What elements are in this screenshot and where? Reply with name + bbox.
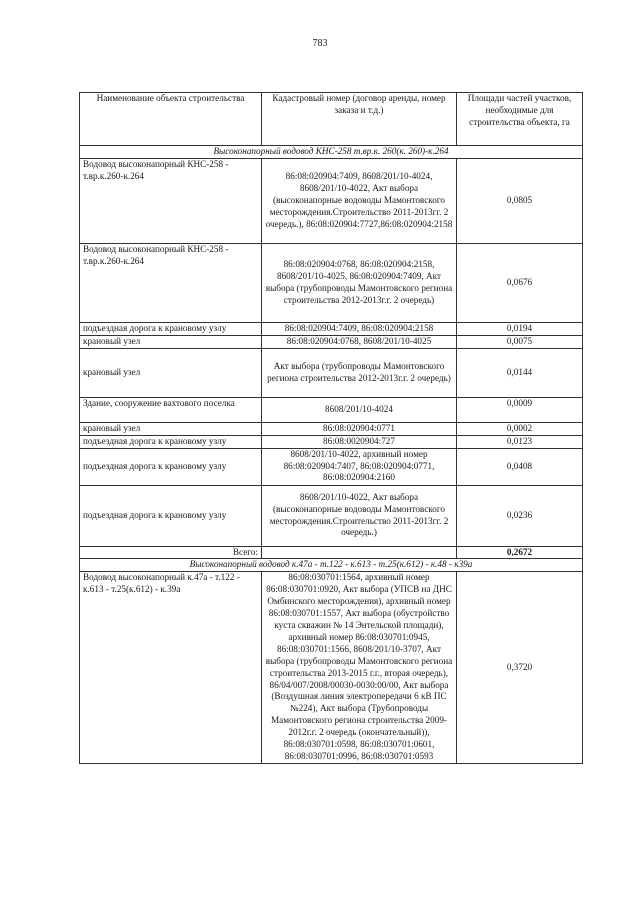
object-name-cell: Водовод высоконапорный к.47а - т.122 - к.613 - т.25(к.612) - к.39а bbox=[80, 572, 262, 764]
table-row bbox=[80, 485, 583, 546]
total-row bbox=[80, 546, 583, 559]
object-name-cell: подъездная дорога к крановому узлу bbox=[80, 448, 262, 485]
area-cell: 0,0676 bbox=[457, 243, 583, 322]
table-row bbox=[80, 335, 583, 348]
cadastral-cell: 86:08:0020904:727 bbox=[262, 435, 457, 448]
object-name-cell: крановый узел bbox=[80, 348, 262, 397]
object-name-cell: Водовод высоконапорный КНС-258 - т.вр.к.260-к.264 bbox=[80, 158, 262, 243]
header-cadastral-number: Кадастровый номер (договор аренды, номер заказа и т.д.) bbox=[262, 93, 457, 146]
table-row bbox=[80, 572, 583, 764]
object-name-cell: крановый узел bbox=[80, 335, 262, 348]
cadastral-cell: 86:08:020904:7409, 86:08:020904:2158 bbox=[262, 322, 457, 335]
object-name-cell: подъездная дорога к крановому узлу bbox=[80, 322, 262, 335]
header-area: Площади частей участков, необходимые для строительства объекта, га bbox=[457, 93, 583, 146]
area-cell: 0,0144 bbox=[457, 348, 583, 397]
table-row bbox=[80, 422, 583, 435]
section-title: Высоконапорный водовод КНС-258 т.вр.к. 260(к. 260)-к.264 bbox=[80, 146, 583, 159]
area-cell: 0,0002 bbox=[457, 422, 583, 435]
area-cell: 0,0408 bbox=[457, 448, 583, 485]
page-number: 783 bbox=[312, 38, 328, 49]
table-row bbox=[80, 243, 583, 322]
section-title-row bbox=[80, 559, 583, 572]
cadastral-cell: 8608/201/10-4022, Акт выбора (высоконапорные водоводы Мамонтовского месторождения.Строительство 2011-2013гг. 2 очередь.) bbox=[262, 485, 457, 546]
area-cell: 0,0194 bbox=[457, 322, 583, 335]
total-label: Всего: bbox=[80, 546, 262, 559]
area-cell: 0,0009 bbox=[457, 397, 583, 422]
table-row bbox=[80, 435, 583, 448]
total-empty-cell bbox=[262, 546, 457, 559]
section-title: Высоконапорный водовод к.47а - т.122 - к.613 - т.25(к.612) - к.48 - к39а bbox=[80, 559, 583, 572]
area-cell: 0,0805 bbox=[457, 158, 583, 243]
header-object-name: Наименование объекта строительства bbox=[80, 93, 262, 146]
table-row bbox=[80, 448, 583, 485]
area-cell: 0,3720 bbox=[457, 572, 583, 764]
cadastral-cell: 86:08:020904:0768, 86:08:020904:2158, 8608/201/10-4025, 86:08:020904:7409, Акт выбора (трубопроводы Мамонтовского региона строительства 2012-2013г.г. 2 очередь) bbox=[262, 243, 457, 322]
cadastral-cell: 8608/201/10-4024 bbox=[262, 397, 457, 422]
table-row bbox=[80, 322, 583, 335]
object-name-cell: Здание, сооружение вахтового поселка bbox=[80, 397, 262, 422]
object-name-cell: Водовод высоконапорный КНС-258 - т.вр.к.260-к.264 bbox=[80, 243, 262, 322]
cadastral-cell: 86:08:020904:0771 bbox=[262, 422, 457, 435]
area-cell: 0,0236 bbox=[457, 485, 583, 546]
land-plots-table bbox=[79, 92, 583, 764]
table-row bbox=[80, 397, 583, 422]
table-header-row bbox=[80, 93, 583, 146]
cadastral-cell: 86:08:020904:0768, 8608/201/10-4025 bbox=[262, 335, 457, 348]
cadastral-cell: Акт выбора (трубопроводы Мамонтовского региона строительства 2012-2013г.г. 2 очередь) bbox=[262, 348, 457, 397]
table-row bbox=[80, 158, 583, 243]
cadastral-cell: 8608/201/10-4022, архивный номер 86:08:020904:7407, 86:08:020904:0771, 86:08:020904:2160 bbox=[262, 448, 457, 485]
cadastral-cell: 86:08:020904:7409, 8608/201/10-4024, 8608/201/10-4022, Акт выбора (высоконапорные водоводы Мамонтовского месторождения.Строительство 2011-2013гг. 2 очередь.), 86:08:020904:7727,86:08:020904:2158 bbox=[262, 158, 457, 243]
object-name-cell: подъездная дорога к крановому узлу bbox=[80, 435, 262, 448]
area-cell: 0,0075 bbox=[457, 335, 583, 348]
object-name-cell: крановый узел bbox=[80, 422, 262, 435]
table-row bbox=[80, 348, 583, 397]
section-title-row bbox=[80, 146, 583, 159]
total-value: 0,2672 bbox=[457, 546, 583, 559]
object-name-cell: подъездная дорога к крановому узлу bbox=[80, 485, 262, 546]
cadastral-cell: 86:08:030701:1564, архивный номер 86:08:030701:0920, Акт выбора (УПСВ на ДНС Омбинского месторождения), архивный номер 86:08:030701:1557, Акт выбора (обустройство куста скважин № 14 Энтельской площади), архивный номер 86:08:030701:0945, 86:08:030701:1566, 8608/201/10-3707, Акт выбора (трубопроводы Мамонтовского региона строительства 2013-2015 г.г., вторая очередь), 86/04/007/2008/00030-0030:00/00, Акт выбора (Воздушная линия электропередачи 6 кВ ПС №224), Акт выбора (Трубопроводы Мамонтовского региона строительства 2009-2012г.г. 2 очередь (окончательный)), 86:08:030701:0598, 86:08:030701:0601, 86:08:030701:0996, 86:08:030701:0593 bbox=[262, 572, 457, 764]
area-cell: 0,0123 bbox=[457, 435, 583, 448]
